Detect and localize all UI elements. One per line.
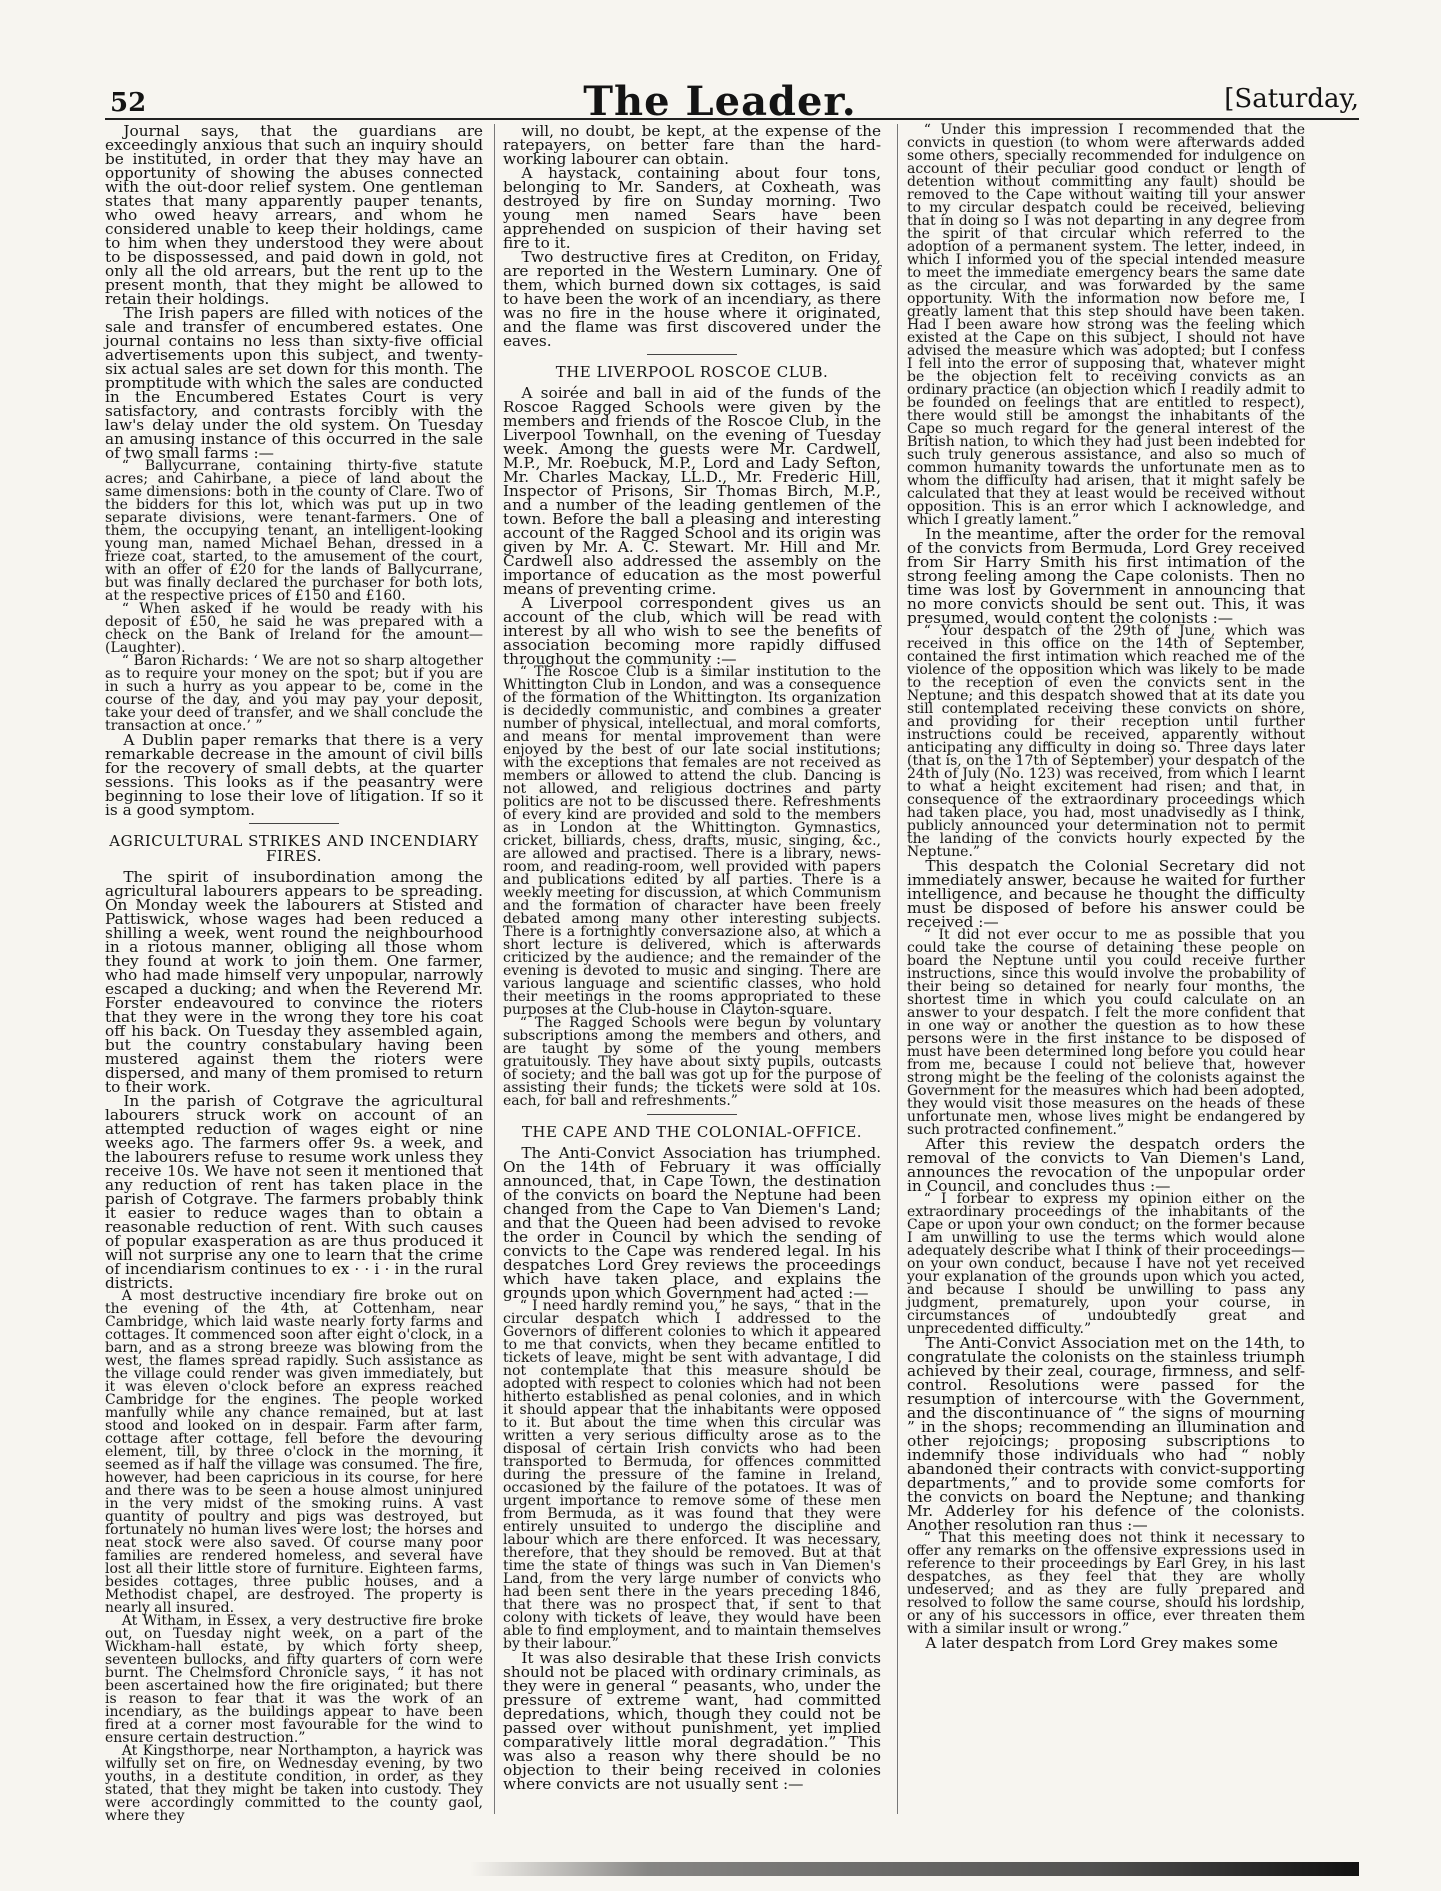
- quoted-paragraph: “ It did not ever occur to me as possible that you could take the course of detaining these people on board the Neptune until you could receive further instructions, since this would involve the probability of their being so detained for nearly four months, the shortest time in which you could calculate on an answer to your despatch. I felt the more confident that in one way or another the question as to how these persons were in the first instance to be disposed of must have been determined long before you could hear from me, because I could not believe that, however strong might be the feeling of the colonists against the Government for the measures which had been adopted, they would visit those measures on the heads of these unfortunate men, whose lives might be endangered by such protracted confinement.”: [907, 927, 1305, 1138]
- article-paragraph: The Irish papers are filled with notices of the sale and transfer of encumbered estates. One journal contains no less than sixty-five official advertisements upon this subject, and twenty-six actual sales are set down for this month. The promptitude with which the sales are conducted in the Encumbered Estates Court is very satisfactory, and contrasts forcibly with the law's delay under the old system. On Tuesday an amusing instance of this occurred in the sale of two small farms :—: [105, 304, 483, 462]
- quoted-paragraph: “ I forbear to express my opinion either on the extraordinary proceedings of the inhabitants of the Cape or upon your own conduct; on the former because I am unwilling to use the terms which would alone adequately describe what I think of their proceedings—on your own conduct, because I have not yet received your explanation of the grounds upon which you acted, and because I should be unwilling to pass any judgment, prematurely, upon your course, in circumstances of undoubtedly great and unprecedented difficulty.”: [907, 1191, 1305, 1337]
- quoted-paragraph: “ The Roscoe Club is a similar institution to the Whittington Club in London, and was a consequence of the formation of the Whittington. Its organization is decidedly communistic, and combines a greater number of physical, intellectual, and moral comforts, and means for mental improvement than were enjoyed by the best of our late social institutions; with the exceptions that females are not received as members or allowed to attend the club. Dancing is not allowed, and religious doctrines and party politics are not to be discussed there. Refreshments of every kind are provided and sold to the members as in London at the Whittington. Gymnastics, cricket, billiards, chess, drafts, music, singing, &c., are allowed and practised. There is a library, news-room, and reading-room, well provided with papers and publications edited by all parties. There is a weekly meeting for discussion, at which Communism and the formation of character have been freely debated among many other interesting subjects. There is a fortnightly conversazione also, at which a short lecture is delivered, which is afterwards criticized by the audience; and the remainder of the evening is devoted to music and singing. There are various language and scientific classes, who hold their meetings in the rooms appropriated to these purposes at the Club-house in Clayton-square.: [503, 664, 881, 1018]
- section-heading: THE CAPE AND THE COLONIAL-OFFICE.: [521, 1123, 863, 1141]
- section-rule: [249, 823, 339, 824]
- quoted-paragraph: “ I need hardly remind you,” he says, “ that in the circular despatch which I addressed to the Governors of different colonies to which it appeared to me that convicts, when they became entitled to tickets of leave, might be sent with advantage, I did not contemplate that this measure should be adopted with respect to colonies which had not been hitherto established as penal colonies, and in which it should appear that the inhabitants were opposed to it. But about the time when this circular was written a very serious difficulty arose as to the disposal of certain Irish convicts who had been transported to Bermuda, for offences committed during the pressure of the famine in Ireland, occasioned by the failure of the potatoes. It was of urgent importance to remove some of these men from Bermuda, as it was found that they were entirely unsuited to undergo the discipline and labour which are there enforced. It was necessary, therefore, that they should be removed. But at that time the state of things was such in Van Diemen's Land, from the very large number of convicts who had been sent there in the years preceding 1846, that there was no prospect that, if sent to that colony with tickets of leave, they would have been able to find employment, and to maintain themselves by their labour.”: [503, 1298, 881, 1652]
- quoted-paragraph: “ The Ragged Schools were begun by voluntary subscriptions among the members and others, and are taught by some of the young members gratuitously. They have about sixty pupils, outcasts of society; and the ball was got up for the purpose of assisting their funds; the tickets were sold at 10s. each, for ball and refreshments.”: [503, 1015, 881, 1109]
- article-paragraph: A haystack, containing about four tons, belonging to Mr. Sanders, at Coxheath, was destroyed by fire on Sunday morning. Two young men named Sears have been apprehended on suspicion of their having set fire to it.: [503, 164, 881, 252]
- column-divider: [494, 124, 495, 1814]
- dateline: [Saturday,: [1224, 84, 1359, 114]
- article-paragraph: In the parish of Cotgrave the agricultural labourers struck work on account of an attempted reduction of wages eight or nine weeks ago. The farmers offer 9s. a week, and the labourers refuse to resume work unless they receive 10s. We have not seen it mentioned that any reduction of rent has taken place in the parish of Cotgrave. The farmers probably think it easier to reduce wages than to obtain a reasonable reduction of rent. With such causes of popular exasperation as are thus produced it will not surprise any one to learn that the crime of incendiarism continues to ex · · i · in the rural districts.: [105, 1092, 483, 1292]
- quoted-paragraph: “ When asked if he would be ready with his deposit of £50, he said he was prepared with a check on the Bank of Ireland for the amount—(Laughter).: [105, 601, 483, 656]
- column-divider: [897, 124, 898, 1814]
- article-paragraph: A later despatch from Lord Grey makes some: [925, 1634, 1278, 1652]
- column-1: [105, 124, 483, 1823]
- article-paragraph: A most destructive incendiary fire broke out on the evening of the 4th, at Cottenham, near Cambridge, which laid waste nearly forty farms and cottages. It commenced soon after eight o'clock, in a barn, and as a strong breeze was blowing from the west, the flames spread rapidly. Such assistance as the village could render was given immediately, but it was eleven o'clock before an express reached Cambridge for the engines. The people worked manfully while any chance remained, but at last stood and looked on in despair. Farm after farm, cottage after cottage, fell before the devouring element, till, by three o'clock in the morning, it seemed as if half the village was consumed. The fire, however, had been capricious in its course, for here and there was to be seen a house almost uninjured in the very midst of the smoking ruins. A vast quantity of poultry and pigs was destroyed, but fortunately no human lives were lost; the horses and neat stock were also saved. Of course many poor families are rendered homeless, and several have lost all their little store of furniture. Eighteen farms, besides cottages, three public houses, and a Methodist chapel, are destroyed. The property is nearly all insured.: [105, 1288, 483, 1616]
- header-rule: [105, 118, 1359, 120]
- section-heading: AGRICULTURAL STRIKES AND INCENDIARY FIRES.: [109, 832, 479, 865]
- section-heading: THE LIVERPOOL ROSCOE CLUB.: [555, 363, 829, 381]
- article-paragraph: A Liverpool correspondent gives us an account of the club, which will be read with interest by all who wish to see the benefits of association becoming more rapidly diffused throughout the community :—: [503, 594, 881, 668]
- quoted-paragraph: “ Ballycurrane, containing thirty-five statute acres; and Cahirbane, a piece of land about the same dimensions: both in the county of Clare. Two of the bidders for this lot, which was put up in two separate divisions, were tenant-farmers. One of them, the occupying tenant, an intelligent-looking young man, named Michael Behan, dressed in a frieze coat, started, to the amusement of the court, with an offer of £20 for the lands of Ballycurrane, but was finally declared the purchaser for both lots, at the respective prices of £150 and £160.: [105, 458, 483, 604]
- section-rule: [647, 1114, 737, 1115]
- article-paragraph: will, no doubt, be kept, at the expense of the ratepayers, on better fare than the hard-working labourer can obtain.: [503, 122, 881, 168]
- article-paragraph: After this review the despatch orders the removal of the convicts to Van Diemen's Land, announces the revocation of the unpopular order in Council, and concludes thus :—: [907, 1135, 1305, 1195]
- quoted-paragraph: “ Under this impression I recommended that the convicts in question (to whom were afterwards added some others, specially recommended for indulgence on account of their peculiar good conduct or length of detention without committing any fault) should be removed to the Cape without waiting till your answer to my circular despatch could be received, believing that in doing so I was not departing in any degree from the spirit of that circular which referred to the adoption of a permanent system. The letter, indeed, in which I informed you of the special intended measure to meet the immediate emergency bears the same date as the circular, and was forwarded by the same opportunity. With the information now before me, I greatly lament that this step should have been taken. Had I been aware how strong was the feeling which existed at the Cape on this subject, I should not have advised the measure which was adopted; but I confess I fell into the error of supposing that, whatever might be the objection felt to receiving convicts as an ordinary practice (an objection which I readily admit to be founded on feelings that are entitled to respect), there would still be amongst the inhabitants of the Cape so much regard for the general interest of the British nation, to which they had just been indebted for such truly generous assistance, and also so much of common humanity towards the unfortunate men as to whom the difficulty had arisen, that it might safely be calculated that they at least would be received without opposition. This is an error which I acknowledge, and which I greatly lament.”: [907, 122, 1305, 528]
- article-paragraph: At Witham, in Essex, a very destructive fire broke out, on Tuesday night week, on a part of the Wickham-hall estate, by which forty sheep, seventeen bullocks, and fifty quarters of corn were burnt. The Chelmsford Chronicle says, “ it has not been ascertained how the fire originated; but there is reason to fear that it was the work of an incendiary, as the buildings appear to have been fired at a corner most favourable for the wind to ensure certain destruction.”: [105, 1613, 483, 1746]
- masthead: The Leader.: [583, 78, 857, 125]
- column-3: [907, 124, 1305, 1650]
- article-paragraph: The Anti-Convict Association has triumphed. On the 14th of February it was officially announced, that, in Cape Town, the destination of the convicts on board the Neptune had been changed from the Cape to Van Diemen's Land; and that the Queen had been advised to revoke the order in Council by which the sending of convicts to the Cape was rendered legal. In his despatches Lord Grey reviews the proceedings which have taken place, and explains the grounds upon which Government had acted :—: [503, 1144, 881, 1302]
- quoted-paragraph: “ Baron Richards: ‘ We are not so sharp altogether as to require your money on the spot; but if you are in such a hurry as you appear to be, come in the course of the day, and you may pay your deposit, take your deed of transfer, and we shall conclude the transaction at once.’ ”: [105, 653, 483, 734]
- column-2: [503, 124, 881, 1791]
- article-paragraph: It was also desirable that these Irish convicts should not be placed with ordinary criminals, as they were in general “ peasants, who, under the pressure of extreme want, had committed depredations, which, though they could not be passed over without punishment, yet implied comparatively little moral degradation.” This was also a reason why there should be no objection to their being received in colonies where convicts are not usually sent :—: [503, 1649, 881, 1793]
- article-paragraph: A Dublin paper remarks that there is a very remarkable decrease in the amount of civil bills for the recovery of small debts, at the quarter sessions. This looks as if the peasantry were beginning to lose their love of litigation. If so it is a good symptom.: [105, 731, 483, 819]
- article-paragraph: A soirée and ball in aid of the funds of the Roscoe Ragged Schools were given by the members and friends of the Roscoe Club, in the Liverpool Townhall, on the evening of Tuesday week. Among the guests were Mr. Cardwell, M.P., Mr. Roebuck, M.P., Lord and Lady Sefton, Mr. Charles Mackay, LL.D., Mr. Frederic Hill, Inspector of Prisons, Sir Thomas Birch, M.P., and a number of the leading gentlemen of the town. Before the ball a pleasing and interesting account of the Ragged School and its origin was given by Mr. A. C. Stewart. Mr. Hill and Mr. Cardwell also addressed the assembly on the importance of education as the most powerful means of preventing crime.: [503, 384, 881, 598]
- section-rule: [647, 354, 737, 355]
- quoted-paragraph: “ That this meeting does not think it necessary to offer any remarks on the offensive expressions used in reference to their proceedings by Earl Grey, in his last despatches, as they feel that they are wholly undeserved; and as they are fully prepared and resolved to follow the same course, should his lordship, or any of his successors in office, ever threaten them with a similar insult or wrong.”: [907, 1530, 1305, 1637]
- article-paragraph: The Anti-Convict Association met on the 14th, to congratulate the colonists on the stainless triumph achieved by their zeal, courage, firmness, and self-control. Resolutions were passed for the resumption of intercourse with the Government, and the discontinuance of “ the signs of mourning ” in the shops; recommending an illumination and other rejoicings; proposing subscriptions to indemnify those individuals who had “ nobly abandoned their contracts with convict-supporting departments,” and to provide some comforts for the convicts on board the Neptune; and thanking Mr. Adderley for his defence of the colonists. Another resolution ran thus :—: [907, 1334, 1305, 1534]
- article-paragraph: Two destructive fires at Crediton, on Friday, are reported in the Western Luminary. One of them, which burned down six cottages, is said to have been the work of an incendiary, as there was no fire in the house where it originated, and the flame was first discovered under the eaves.: [503, 248, 881, 350]
- article-paragraph: At Kingsthorpe, near Northampton, a hayrick was wilfully set on fire, on Wednesday evening, by two youths, in a destitute condition, in order, as they stated, that they might be taken into custody. They were accordingly committed to the county gaol, where they: [105, 1743, 483, 1824]
- article-paragraph: The spirit of insubordination among the agricultural labourers appears to be spreading. On Monday week the labourers at Stisted and Pattiswick, whose wages had been reduced a shilling a week, went round the neighbourhood in a riotous manner, obliging all those whom they found at work to join them. One farmer, who had made himself very unpopular, narrowly escaped a ducking; and when the Reverend Mr. Forster endeavoured to convince the rioters that they were in the wrong they tore his coat off his back. On Tuesday they assembled again, but the country constabulary having been mustered against them the rioters were dispersed, and many of them promised to return to their work.: [105, 868, 483, 1096]
- article-paragraph: In the meantime, after the order for the removal of the convicts from Bermuda, Lord Grey received from Sir Harry Smith his first intimation of the strong feeling among the Cape colonists. Then no time was lost by Government in announcing that no more convicts should be sent out. This, it was presumed, would content the colonists :—: [907, 525, 1305, 627]
- article-paragraph: This despatch the Colonial Secretary did not immediately answer, because he waited for further intelligence, and because he thought the difficulty must be disposed of before his answer could be received :—: [907, 857, 1305, 931]
- article-paragraph: Journal says, that the guardians are exceedingly anxious that such an inquiry should be instituted, in order that they may have an opportunity of showing the abuses connected with the out-door relief system. One gentleman states that many apparently pauper tenants, who owed heavy arrears, and whom he considered unable to keep their holdings, came to him when they understood they were about to be dispossessed, and paid down in gold, not only all the old arrears, but the rent up to the present month, that they might be allowed to retain their holdings.: [105, 122, 483, 308]
- quoted-paragraph: “ Your despatch of the 29th of June, which was received in this office on the 14th of September, contained the first intimation which reached me of the violence of the opposition which was likely to be made to the reception of even the convicts sent in the Neptune; and this despatch showed that at its date you still contemplated receiving these convicts on shore, and providing for their reception until further instructions could be received, apparently without anticipating any difficulty in doing so. Three days later (that is, on the 17th of September) your despatch of the 24th of July (No. 123) was received, from which I learnt to what a height excitement had risen; and that, in consequence of the extraordinary proceedings which had taken place, you had, most unadvisedly as I think, publicly announced your determination not to permit the landing of the convicts hourly expected by the Neptune.”: [907, 623, 1305, 860]
- page-number: 52: [110, 88, 147, 118]
- scan-smudge: [470, 1862, 1359, 1876]
